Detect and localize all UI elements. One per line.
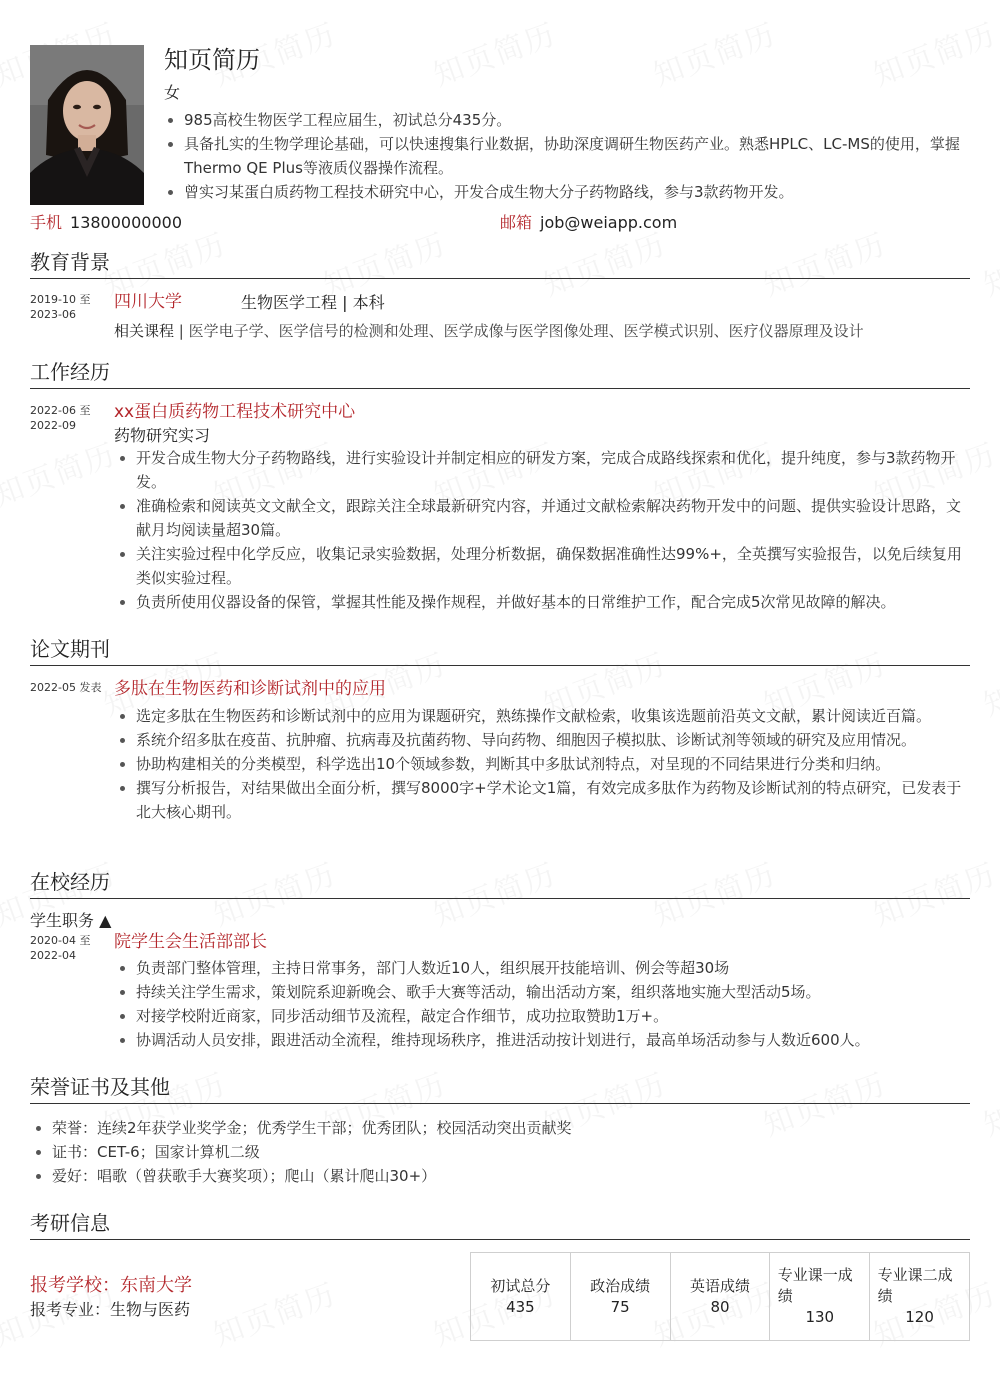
campus-bullet-list [114,956,970,1052]
score-name: 英语成绩 [689,1276,750,1295]
list-item: 撰写分析报告，对结果做出全面分析，撰写8000字+学术论文1篇，有效完成多肽作为药物及诊断试剂的特点研究，已发表于北大核心期刊。 [114,776,970,824]
education-school: 四川大学 [114,292,182,312]
score-name: 专业课二成绩 [877,1266,953,1305]
email-contact [500,212,677,234]
summary-item: 曾实习某蛋白质药物工程技术研究中心，开发合成生物大分子药物路线，参与3款药物开发。 [162,180,962,204]
score-cell [471,1253,571,1340]
score-cell [770,1253,870,1340]
list-item: 关注实验过程中化学反应，收集记录实验数据，处理分析数据，确保数据准确性达99%+，全英撰写实验报告，以免后续复用类似实验过程。 [114,542,970,590]
phone-label: 手机 [30,213,63,232]
section-title-honors: 荣誉证书及其他 [30,1073,970,1104]
email-value: job@weiapp.com [540,213,678,232]
paper-title: 多肽在生物医药和诊断试剂中的应用 [114,679,386,699]
list-item: 荣誉：连续2年获学业奖学金；优秀学生干部；优秀团队；校园活动突出贡献奖 [30,1116,970,1140]
score-value: 130 [805,1308,835,1326]
list-item: 持续关注学生需求，策划院系迎新晚会、歌手大赛等活动，输出活动方案，组织落地实施大型活动5场。 [114,980,970,1004]
list-item: 协调活动人员安排，跟进活动全流程，维持现场秩序，推进活动按计划进行，最高单场活动参与人数近600人。 [114,1028,970,1052]
score-name: 专业课一成绩 [777,1266,853,1305]
honors-bullet-list [30,1116,970,1188]
work-role: 药物研究实习 [114,426,211,445]
list-item: 开发合成生物大分子药物路线，进行实验设计并制定相应的研发方案，完成合成路线探索和优化，提升纯度，参与3款药物开发。 [114,446,970,494]
paper-bullet-list [114,704,970,824]
campus-subheading: 学生职务 ▲ [30,911,112,930]
education-major: 生物医学工程 | 本科 [241,293,385,312]
summary-item: 具备扎实的生物学理论基础，可以快速搜集行业数据，协助深度调研生物医药产业。熟悉HPLC、LC-MS的使用，掌握Thermo QE Plus等液质仪器操作流程。 [162,132,962,180]
phone-value: 13800000000 [70,213,182,232]
exam-score-table [470,1252,970,1341]
portrait-image [30,45,144,205]
list-item: 选定多肽在生物医药和诊断试剂中的应用为课题研究，熟练操作文献检索，收集该选题前沿英文文献，累计阅读近百篇。 [114,704,970,728]
courses-label: 相关课程 [114,322,175,340]
section-title-education: 教育背景 [30,248,970,279]
section-title-campus: 在校经历 [30,868,970,899]
section-title-papers: 论文期刊 [30,635,970,666]
work-bullet-list [114,446,970,614]
work-company: xx蛋白质药物工程技术研究中心 [114,402,356,422]
campus-date: 2020-04 至 2022-04 [30,934,91,962]
candidate-gender: 女 [164,83,181,102]
summary-list [162,108,962,204]
list-item: 负责部门整体管理，主持日常事务，部门人数近10人，组织展开技能培训、例会等超30场 [114,956,970,980]
candidate-name: 知页简历 [164,46,260,74]
education-date: 2019-10 至 2023-06 [30,293,91,321]
profile-photo [30,45,144,205]
list-item: 系统介绍多肽在疫苗、抗肿瘤、抗病毒及抗菌药物、导向药物、细胞因子模拟肽、诊断试剂等领域的研究及应用情况。 [114,728,970,752]
paper-date: 2022-05 发表 [30,681,102,694]
score-name: 初试总分 [490,1276,551,1295]
score-value: 120 [905,1308,934,1326]
score-value: 80 [710,1297,730,1316]
list-item: 负责所使用仪器设备的保管，掌握其性能及操作规程，并做好基本的日常维护工作，配合完成5次常见故障的解决。 [114,590,970,614]
exam-school: 报考学校：东南大学 [30,1275,192,1296]
phone-contact [30,212,182,234]
score-cell [571,1253,671,1340]
work-date: 2022-06 至 2022-09 [30,404,91,432]
courses-text: | 医学电子学、医学信号的检测和处理、医学成像与医学图像处理、医学模式识别、医疗仪器原理及设计 [174,322,864,340]
campus-position: 院学生会生活部部长 [114,932,267,952]
score-value: 435 [506,1297,535,1316]
email-label: 邮箱 [500,213,533,232]
score-name: 政治成绩 [590,1276,651,1295]
exam-major: 报考专业：生物与医药 [30,1300,191,1319]
summary-item: 985高校生物医学工程应届生，初试总分435分。 [162,108,962,132]
list-item: 爱好：唱歌（曾获歌手大赛奖项）；爬山（累计爬山30+） [30,1164,970,1188]
list-item: 证书：CET-6；国家计算机二级 [30,1140,970,1164]
score-value: 75 [610,1297,630,1316]
list-item: 对接学校附近商家，同步活动细节及流程，敲定合作细节，成功拉取赞助1万+。 [114,1004,970,1028]
section-title-work: 工作经历 [30,358,970,389]
list-item: 协助构建相关的分类模型，科学选出10个领域参数，判断其中多肽试剂特点，对呈现的不同结果进行分类和归纳。 [114,752,970,776]
score-cell [671,1253,771,1340]
section-title-exam: 考研信息 [30,1209,970,1240]
score-cell [870,1253,969,1340]
list-item: 准确检索和阅读英文文献全文，跟踪关注全球最新研究内容，并通过文献检索解决药物开发中的问题、提供实验设计思路，文献月均阅读量超30篇。 [114,494,970,542]
education-courses [114,320,970,342]
